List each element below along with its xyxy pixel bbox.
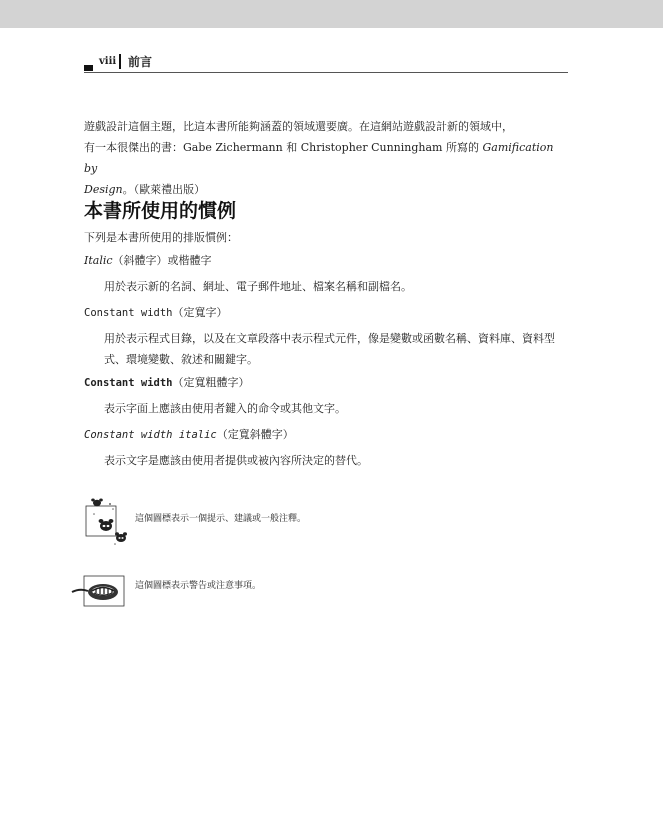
running-head-separator: [119, 54, 121, 69]
term-label: Constant width: [84, 377, 173, 389]
convention-term-constant-width: [84, 302, 228, 324]
term-note: （定寬粗體字）: [172, 376, 250, 389]
chapter-title: 前言: [128, 55, 153, 69]
intro-paragraph: [84, 116, 568, 200]
section-heading: 本書所使用的慣例: [84, 200, 237, 222]
tip-animal-icon: [80, 494, 132, 550]
convention-desc-constant-width: 用於表示程式目錄，以及在文章段落中表示程式元件，像是變數或函數名稱、資料庫、資料型式、環境變數、敘述和關鍵字。: [104, 332, 555, 366]
convention-term-constant-width-bold: [84, 372, 250, 394]
term-note: （定寬斜體字）: [216, 428, 294, 441]
top-gray-bar: [0, 0, 663, 28]
convention-term-italic: [84, 250, 212, 271]
convention-desc-constant-width-italic: 表示文字是應該由使用者提供或被內容所決定的替代。: [104, 454, 368, 467]
convention-term-constant-width-italic: [84, 424, 294, 446]
term-note: （斜體字）或楷體字: [112, 254, 212, 267]
intro-line-1: 遊戲設計這個主題，比這本書所能夠涵蓋的領域還要廣。在這網站遊戲設計新的領域中，: [84, 120, 513, 133]
warning-animal-icon: [70, 570, 128, 612]
running-head: [84, 52, 568, 73]
book-title-part-1: Gamification by: [84, 141, 554, 175]
running-head-marker: [84, 65, 93, 71]
conventions-lead: 下列是本書所使用的排版慣例：: [84, 231, 238, 244]
intro-line-2: [84, 137, 568, 179]
book-title-part-2: Design: [84, 183, 123, 196]
page-number: viii: [99, 56, 117, 67]
tip-note-text: 這個圖標表示一個提示、建議或一般注釋。: [135, 514, 307, 524]
warning-note-text: 這個圖標表示警告或注意事項。: [135, 581, 262, 591]
term-label: Constant width italic: [84, 429, 217, 441]
convention-desc-constant-width-bold: 表示字面上應該由使用者鍵入的命令或其他文字。: [104, 402, 346, 415]
intro-line-2-text: 有一本很傑出的書：Gabe Zichermann 和 Christopher Cunningham 所寫的: [84, 141, 483, 154]
term-label: Italic: [84, 254, 113, 267]
term-label: Constant width: [84, 307, 173, 319]
intro-line-3-text: 。（歐萊禮出版）: [122, 183, 206, 196]
convention-desc-italic: 用於表示新的名詞、網址、電子郵件地址、檔案名稱和副檔名。: [104, 280, 412, 293]
term-note: （定寬字）: [172, 306, 228, 319]
